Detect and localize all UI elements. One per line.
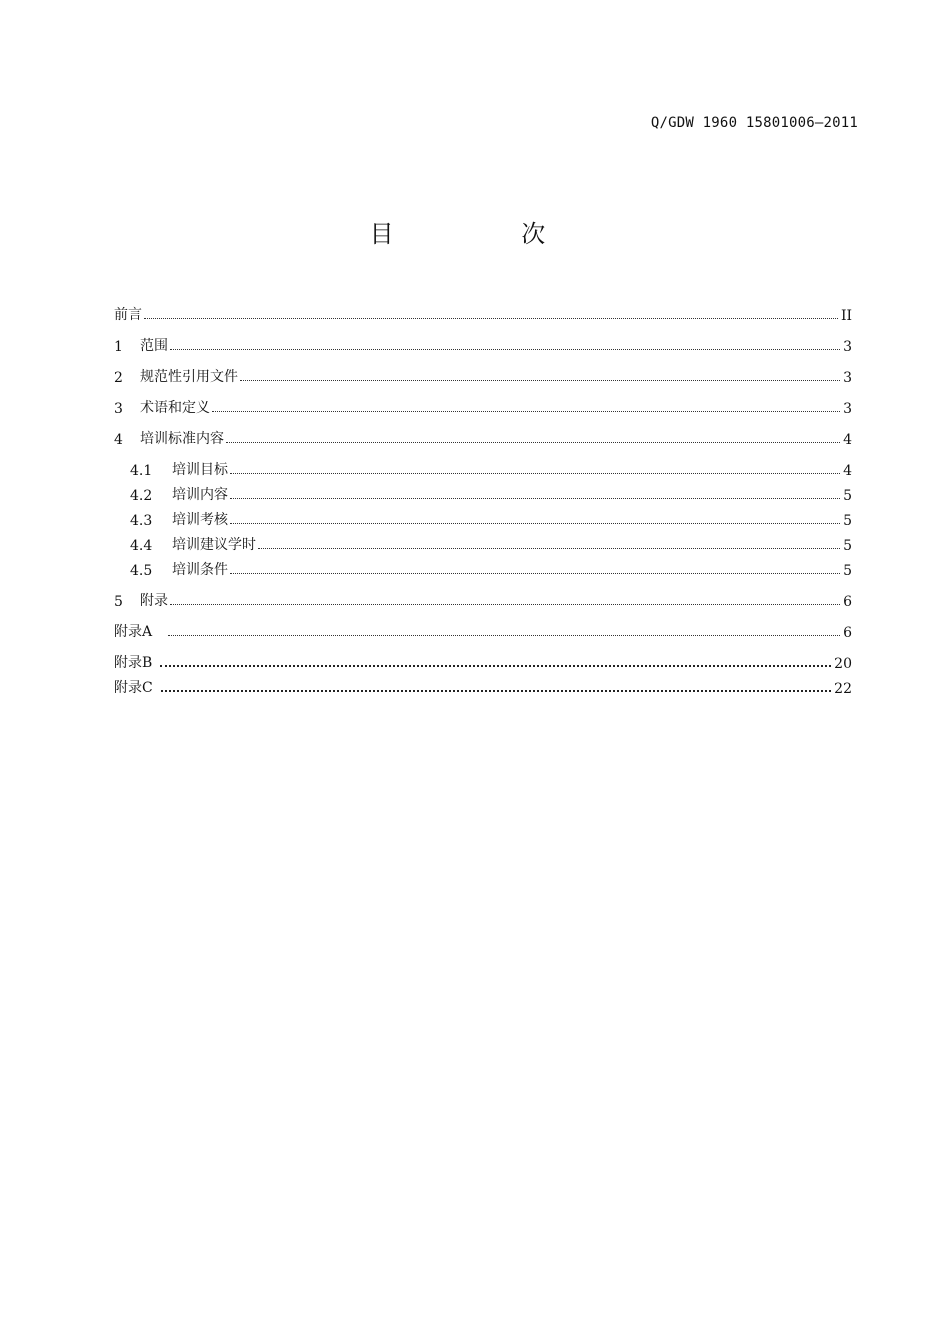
- toc-entry-label: 培训标准内容: [140, 431, 224, 447]
- toc-entry-foreword[interactable]: [114, 302, 852, 324]
- toc-entry-page: 3: [843, 339, 852, 355]
- dot-leader: [230, 572, 840, 574]
- document-code: Q/GDW 1960 15801006—2011: [650, 115, 858, 131]
- toc-entry-training-assessment[interactable]: [130, 507, 852, 529]
- toc-entry-page: 5: [843, 563, 852, 579]
- toc-entry-page: 5: [843, 488, 852, 504]
- toc-entry-number: 1: [114, 339, 123, 355]
- toc-entry-page: 4: [843, 463, 852, 479]
- toc-entry-page: 5: [843, 538, 852, 554]
- toc-entry-label: 附录B: [114, 655, 153, 671]
- toc-entry-page: 3: [843, 401, 852, 417]
- toc-entry-label: 术语和定义: [140, 400, 210, 416]
- toc-title: 目 次: [369, 220, 606, 248]
- dot-leader: [144, 317, 838, 319]
- toc-entry-label: 附录: [140, 593, 168, 609]
- toc-entry-label: 培训目标: [172, 462, 228, 478]
- toc-entry-number: 4: [114, 432, 123, 448]
- dot-leader: [168, 634, 840, 636]
- toc-entry-training-content[interactable]: [114, 426, 852, 448]
- toc-entry-label: 培训条件: [172, 562, 228, 578]
- toc-entry-page: 4: [843, 432, 852, 448]
- dot-leader: [230, 497, 840, 499]
- toc-entry-scope[interactable]: [114, 333, 852, 355]
- toc-entry-appendix-c[interactable]: [114, 675, 852, 697]
- toc-entry-training-items[interactable]: [130, 482, 852, 504]
- toc-entry-page: 3: [843, 370, 852, 386]
- dot-leader: [161, 689, 831, 692]
- toc-entry-page: 5: [843, 513, 852, 529]
- toc-entry-training-objectives[interactable]: [130, 457, 852, 479]
- dot-leader: [258, 547, 840, 549]
- toc-entry-page: 6: [843, 594, 852, 610]
- toc-entry-page: 6: [843, 625, 852, 641]
- toc-entry-number: 4.5: [130, 563, 153, 579]
- dot-leader: [240, 379, 840, 381]
- toc-entry-number: 2: [114, 370, 123, 386]
- dot-leader: [160, 664, 831, 667]
- toc-entry-label: 规范性引用文件: [140, 369, 238, 385]
- toc-entry-number: 3: [114, 401, 123, 417]
- dot-leader: [170, 603, 840, 605]
- toc-entry-number: 5: [114, 594, 123, 610]
- toc-entry-suggested-hours[interactable]: [130, 532, 852, 554]
- toc-entry-appendix-b[interactable]: [114, 650, 852, 672]
- toc-entry-number: 4.3: [130, 513, 153, 529]
- toc-entry-label: 附录A: [114, 624, 153, 640]
- dot-leader: [226, 441, 840, 443]
- toc-entry-label: 培训内容: [172, 487, 228, 503]
- toc-entry-appendix-a[interactable]: [114, 619, 852, 641]
- toc-entry-label: 前言: [114, 307, 142, 323]
- dot-leader: [230, 522, 840, 524]
- dot-leader: [212, 410, 840, 412]
- dot-leader: [170, 348, 840, 350]
- toc-entry-appendix[interactable]: [114, 588, 852, 610]
- toc-entry-training-conditions[interactable]: [130, 557, 852, 579]
- dot-leader: [230, 472, 840, 474]
- toc-entry-number: 4.4: [130, 538, 153, 554]
- toc-entry-label: 培训考核: [172, 512, 228, 528]
- toc-entry-label: 附录C: [114, 680, 153, 696]
- toc-entry-normative-references[interactable]: [114, 364, 852, 386]
- toc-entry-page: II: [840, 308, 852, 324]
- toc-entry-page: 22: [834, 681, 852, 697]
- toc-entry-terms-definitions[interactable]: [114, 395, 852, 417]
- toc-entry-label: 范围: [140, 338, 168, 354]
- toc-entry-number: 4.2: [130, 488, 153, 504]
- toc-entry-page: 20: [834, 656, 852, 672]
- toc-entry-number: 4.1: [130, 463, 153, 479]
- toc-entry-label: 培训建议学时: [172, 537, 256, 553]
